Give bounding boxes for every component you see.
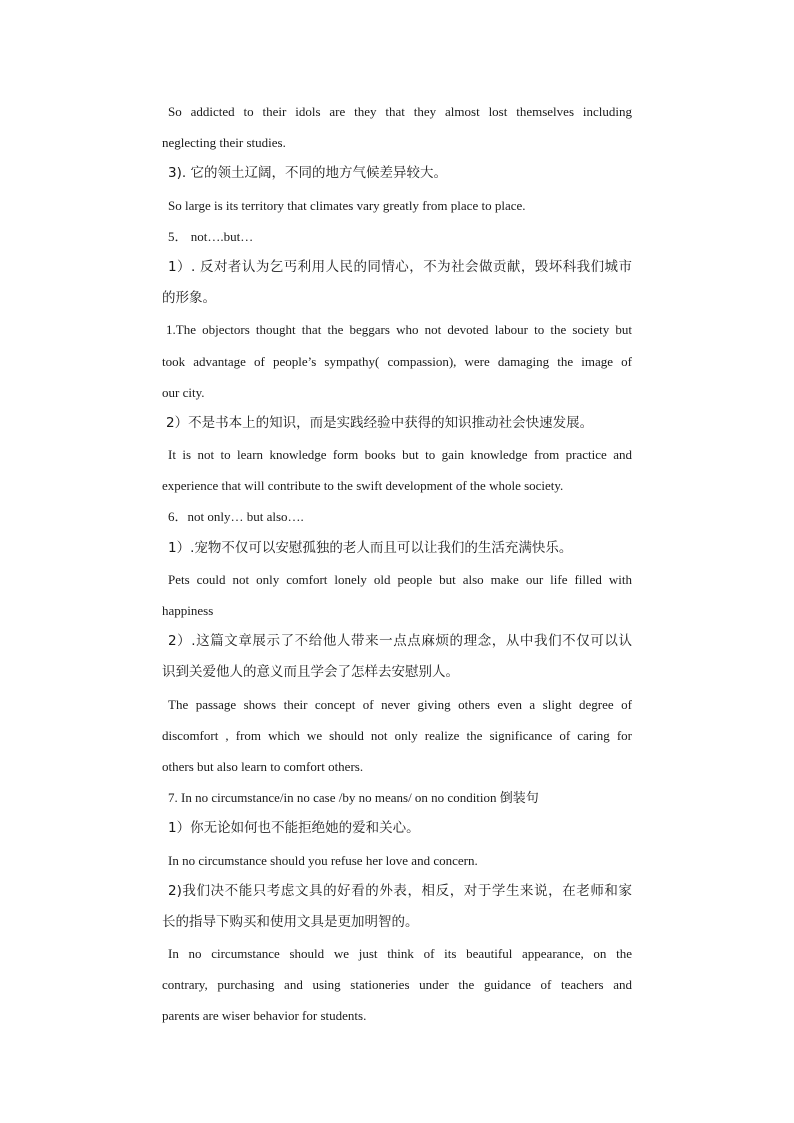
text-line: discomfort , from which we should not only realize the significance of caring for [162, 727, 632, 743]
document-body [162, 96, 632, 1032]
text-line: 2）.这篇文章展示了不给他人带来一点点麻烦的理念，从中我们不仅可以认 [168, 633, 632, 650]
text-line: 3). 它的领土辽阔，不同的地方气候差异较大。 [168, 165, 447, 182]
text-line: parents are wiser behavior for students. [162, 1008, 367, 1024]
text-line: It is not to learn knowledge form books but to gain knowledge from practice and [168, 447, 632, 463]
text-line: 2)我们决不能只考虑文具的好看的外表，相反，对于学生来说，在老师和家 [168, 882, 632, 899]
text-line: neglecting their studies. [162, 135, 286, 151]
text-line: 1）. 反对者认为乞丐利用人民的同情心，不为社会做贡献，毁坏科我们城市 [168, 258, 632, 275]
section-heading: 7. In no circumstance/in no case /by no means/ on no condition 倒装句 [168, 790, 539, 806]
text-line: 的形象。 [162, 290, 216, 307]
text-line: 长的指导下购买和使用文具是更加明智的。 [162, 913, 419, 930]
text-line: So addicted to their idols are they that they almost lost themselves including [168, 104, 632, 119]
text-line: Pets could not only comfort lonely old people but also make our life filled with [168, 571, 632, 587]
text-line: 2）不是书本上的知识，而是实践经验中获得的知识推动社会快速发展。 [166, 414, 594, 431]
text-line: experience that will contribute to the swift development of the whole society. [162, 478, 564, 494]
text-line: 1）.宠物不仅可以安慰孤独的老人而且可以让我们的生活充满快乐。 [168, 539, 573, 556]
text-line: took advantage of people’s sympathy( compassion), were damaging the image of [162, 353, 632, 369]
text-line: happiness [162, 603, 214, 618]
section-heading: 6．not only… but also…. [168, 509, 304, 525]
text-line: In no circumstance should you refuse her love and concern. [168, 852, 478, 868]
text-line: So large is its territory that climates vary greatly from place to place. [168, 197, 526, 213]
text-line: our city. [162, 384, 205, 400]
text-line: others but also learn to comfort others. [162, 758, 364, 774]
text-line: 识到关爱他人的意义而且学会了怎样去安慰别人。 [162, 664, 459, 681]
text-line: In no circumstance should we just think of its beautiful appearance, on the [168, 946, 632, 962]
text-line: contrary, purchasing and using stationeries under the guidance of teachers and [162, 977, 632, 993]
text-line: 1.The objectors thought that the beggars who not devoted labour to the society but [166, 322, 632, 338]
text-line: The passage shows their concept of never giving others even a slight degree of [168, 696, 632, 712]
text-line: 1）你无论如何也不能拒绝她的爱和关心。 [168, 820, 420, 837]
section-heading: 5． not….but… [168, 228, 254, 244]
